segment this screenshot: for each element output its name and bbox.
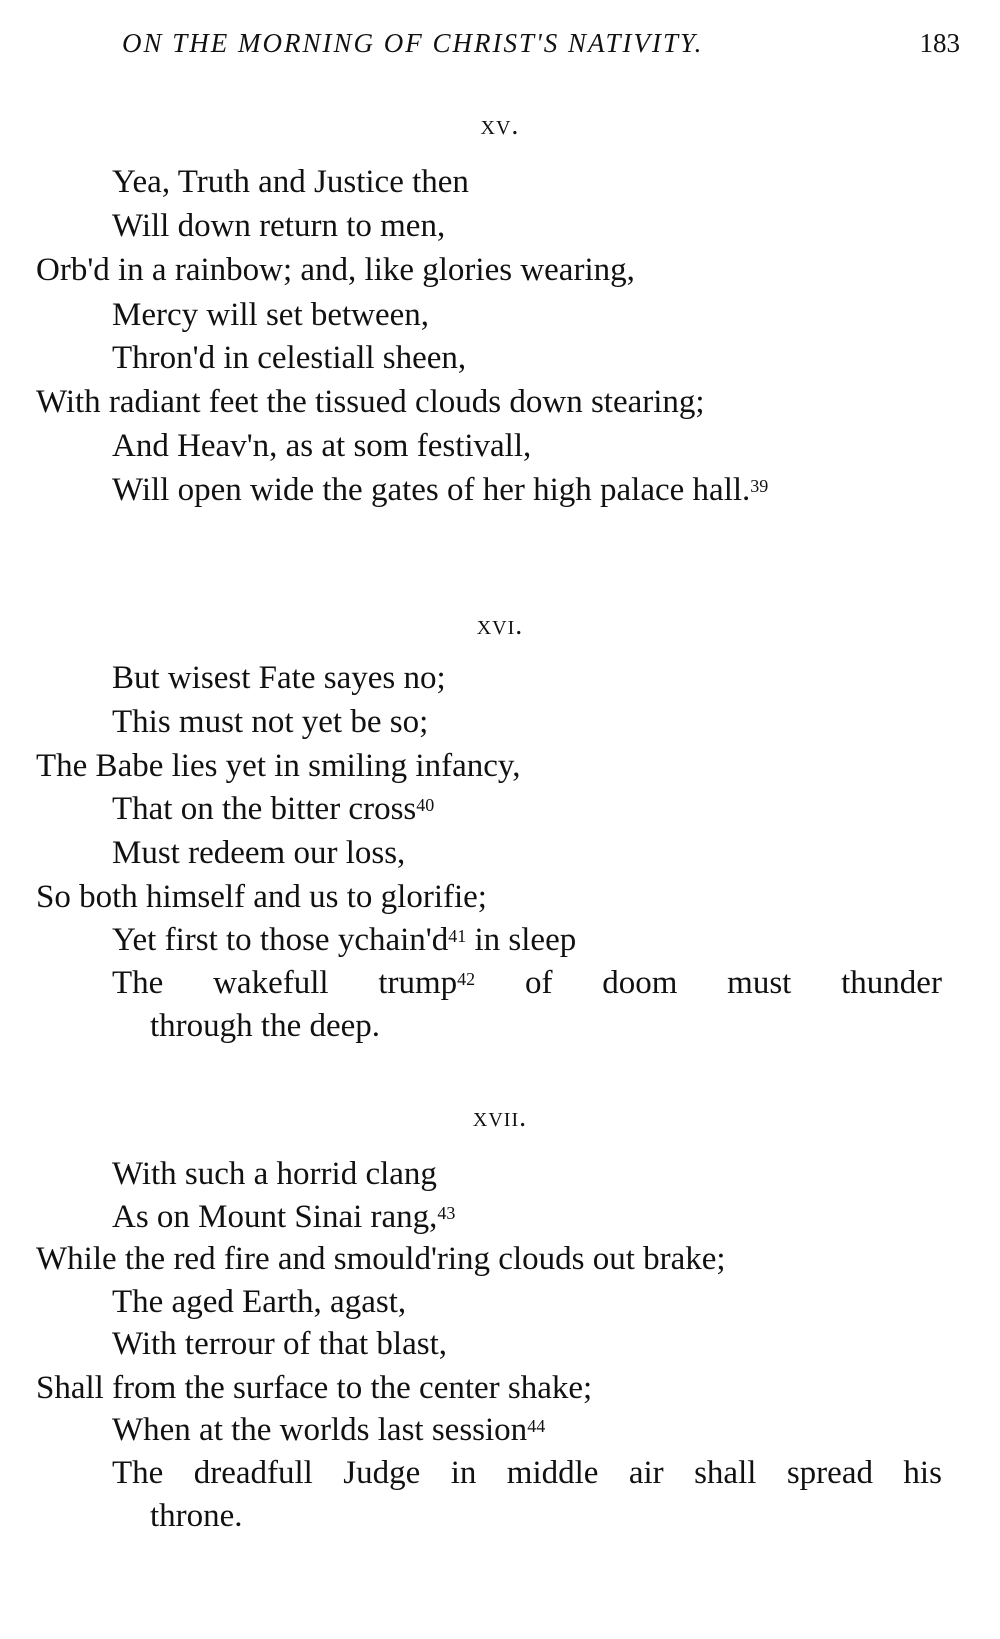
verse-line: With such a horrid clang bbox=[112, 1156, 437, 1192]
stanza-number: xvii. bbox=[472, 1102, 528, 1133]
verse-line: With radiant feet the tissued clouds down stearing; bbox=[36, 384, 705, 420]
verse-line: Shall from the surface to the center shake; bbox=[36, 1370, 593, 1406]
footnote-ref: 42 bbox=[457, 969, 476, 989]
verse-line: The aged Earth, agast, bbox=[112, 1284, 407, 1320]
verse-line: through the deep. bbox=[150, 1008, 381, 1044]
verse-line: But wisest Fate sayes no; bbox=[112, 660, 446, 696]
verse-line: And Heav'n, as at som festivall, bbox=[112, 428, 532, 464]
footnote-ref: 44 bbox=[527, 1416, 546, 1436]
verse-line: So both himself and us to glorifie; bbox=[36, 879, 487, 915]
footnote-ref: 39 bbox=[750, 476, 769, 496]
footnote-ref: 40 bbox=[416, 795, 435, 815]
page-number: 183 bbox=[919, 28, 960, 58]
verse-line: That on the bitter cross$^{40}$ bbox=[112, 791, 435, 827]
verse-line: Yet first to those $ychain'd^{41}$ in sleep bbox=[112, 922, 577, 958]
stanza-number: xvi. bbox=[476, 610, 524, 641]
verse-line: As on Mount Sinai rang,$^{43}$ bbox=[112, 1199, 456, 1235]
page-header bbox=[0, 28, 1000, 68]
verse-line: Orb'd in a rainbow; and, like glories wearing, bbox=[36, 252, 635, 288]
verse-line: With terrour of that blast, bbox=[112, 1326, 447, 1362]
verse-line: When at the worlds last session$^{44}$ bbox=[112, 1412, 546, 1448]
footnote-ref: 43 bbox=[437, 1203, 456, 1223]
verse-line: Must redeem our loss, bbox=[112, 835, 406, 871]
verse-line: The Babe lies yet in smiling infancy, bbox=[36, 748, 521, 784]
verse-line: The dreadfull Judge in middle air shall spread his bbox=[112, 1455, 942, 1491]
verse-line: While the red fire and smould'ring clouds out brake; bbox=[36, 1241, 726, 1277]
verse-line: The wakefull trump$^{42}$ of doom must thunder bbox=[112, 965, 942, 1001]
verse-line: Yea, Truth and Justice then bbox=[112, 164, 469, 200]
running-title: ON THE MORNING OF CHRIST'S NATIVITY. bbox=[122, 28, 704, 58]
footnote-ref: 41 bbox=[448, 926, 467, 946]
verse-line: Thron'd in celestiall sheen, bbox=[112, 340, 467, 376]
verse-line: Mercy will set between, bbox=[112, 297, 430, 333]
verse-line: Will open wide the gates of her high palace hall.$^{39}$ bbox=[112, 472, 769, 508]
verse-line: throne. bbox=[150, 1498, 243, 1534]
verse-line: This must not yet be so; bbox=[112, 704, 429, 740]
verse-line: Will down return to men, bbox=[112, 208, 446, 244]
stanza-number: xv. bbox=[480, 110, 520, 141]
